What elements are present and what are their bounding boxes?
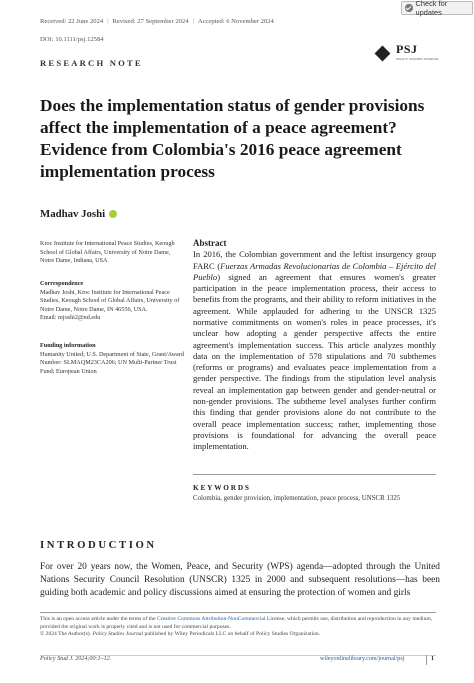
check-for-updates-button[interactable] <box>401 1 473 15</box>
keywords-list: Colombia, gender provision, implementation, peace process, UNSCR 1325 <box>193 495 401 502</box>
doi: DOI: 10.1111/psj.12584 <box>40 36 104 43</box>
author-name[interactable]: Madhav Joshi <box>40 208 106 220</box>
section-label: RESEARCH NOTE <box>40 58 143 68</box>
correspondence-block <box>40 280 185 323</box>
author <box>40 208 117 220</box>
correspondence-heading: Correspondence <box>40 280 84 287</box>
funding-block <box>40 342 185 376</box>
correspondence-text: Madhav Joshi, Kroc Institute for International Peace Studies, Keough School of Global Affairs, University of Notre Dame, Notre Dame, IN 46556, USA. <box>40 288 180 313</box>
introduction-text: For over 20 years now, the Women, Peace, and Security (WPS) agenda—adopted through the United Nations Security Council Resolution (UNSCR) 1325 in 2000 and subsequent resolutions—has been guiding both academic and policy discussions aimed at ensuring the protection of women and girls <box>40 562 440 598</box>
license-link[interactable]: Creative Commons Attribution-NonCommercial <box>156 616 266 622</box>
article-dates: Received: 22 June 2024 | Revised: 27 September 2024 | Accepted: 6 November 2024 <box>40 18 274 25</box>
funding-text: Humanity United; U.S. Department of State, Grant/Award Number: SLMAQM23CA206; UN Multi-Partner Trust Fund; European Union <box>40 350 184 375</box>
revised-date: Revised: 27 September 2024 <box>112 18 189 25</box>
check-icon <box>405 4 413 12</box>
logo-subtitle: POLICY STUDIES JOURNAL <box>396 57 440 61</box>
citation: Policy Stud J. 2024;00:1–12. <box>40 656 112 662</box>
email-label: Email: <box>40 314 57 321</box>
email-link[interactable]: mjoshi2@nd.edu <box>58 314 101 321</box>
license-text: This is an open access article under the terms of the Creative Commons Attribution-NonCommercial License, which permits use, distribution and reproduction in any medium, provided the original work is properly cited and is not used for commercial purposes. <box>40 616 433 630</box>
copyright-text: © 2024 The Author(s). Policy Studies Journal published by Wiley Periodicals LLC on behalf of Policy Studies Organization. <box>40 631 321 637</box>
journal-logo <box>375 42 440 70</box>
journal-url-link[interactable]: wileyonlinelibrary.com/journal/psj <box>320 656 405 662</box>
orcid-icon[interactable] <box>109 210 117 218</box>
received-date: Received: 22 June 2024 <box>40 18 104 25</box>
affiliation: Kroc Institute for International Peace Studies, Keough School of Global Affairs, University of Notre Dame, Notre Dame, Indiana, USA <box>40 240 175 264</box>
check-for-updates-label: Check for updates <box>415 0 448 17</box>
funding-heading: Funding information <box>40 342 96 349</box>
license-note <box>40 616 440 639</box>
abstract-heading: Abstract <box>193 238 227 248</box>
keywords-divider <box>193 474 436 475</box>
logo-name: PSJ <box>396 42 418 56</box>
article-title: Does the implementation status of gender provisions affect the implementation of a peace agreement? Evidence from Colombia's 2016 peace agreement implementation process <box>40 96 425 181</box>
logo-mark-icon <box>375 46 391 62</box>
abstract <box>193 238 436 452</box>
footer-divider <box>40 612 436 613</box>
introduction-heading: INTRODUCTION <box>40 539 157 551</box>
abstract-text: In 2016, the Colombian government and the leftist insurgency group FARC (Fuerzas Armadas Revolucionarias de Colombia – Ejército del Pueblo) signed an agreement that ensures women's greater participation in the peace implementation process, their access to benefits from the programs, and their ability to reform initiatives in the agreement. While applauded for adhering to the UNSCR 1325 normative commitments on women's roles in peace processes, it's unclear how adopting a gender perspective affects the entire agreement's implementation success. This article analyzes monthly data on the implementation of 578 stipulations and 70 subthemes (reforms or programs) and evaluates peace implementation from a gender perspective. The findings from the stipulation level analysis reveal an implementation gap between gender and gender-neutral or non-gender provisions. The subtheme level analyses further confirm this finding that gender provisions alone do not contribute to the overall peace implementation success; rather, implementing those provisions is foundational for advancing the overall peace implementation. <box>193 249 436 452</box>
page-number: 1 <box>431 656 435 662</box>
keywords-heading: KEYWORDS <box>193 483 251 492</box>
page-divider <box>426 655 427 665</box>
correspondence-email-line <box>40 314 185 323</box>
accepted-date: Accepted: 6 November 2024 <box>197 18 274 25</box>
